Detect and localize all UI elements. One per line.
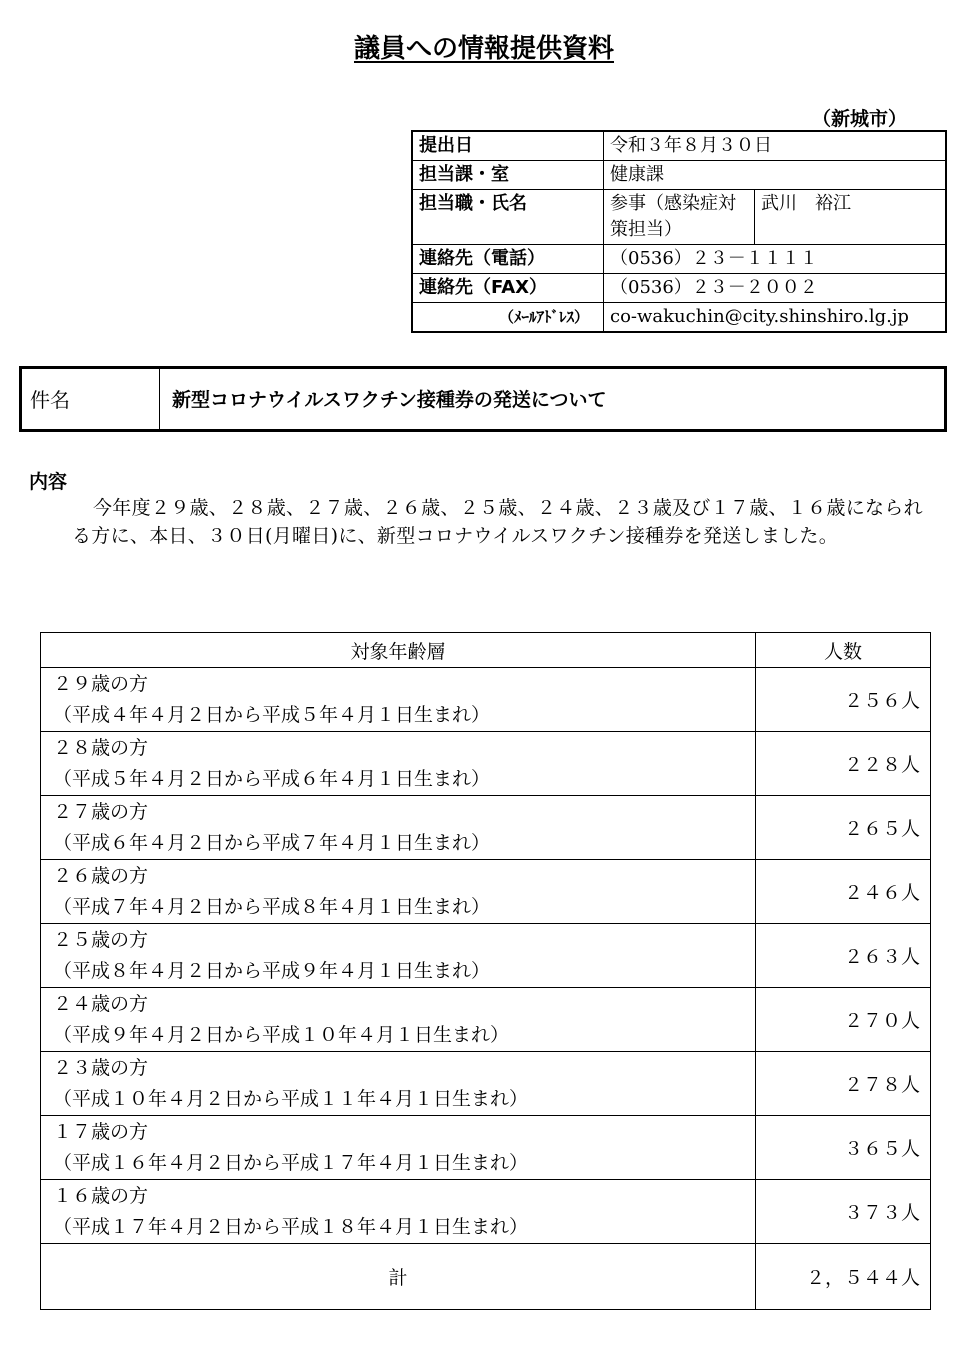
age-group-cell	[41, 732, 756, 796]
age-label: ２９歳の方	[53, 672, 149, 695]
document-title: 議員への情報提供資料	[353, 34, 614, 64]
fax-label: 連絡先（FAX）	[412, 274, 604, 303]
date-value: 令和３年８月３０日	[604, 131, 947, 161]
age-label: ２５歳の方	[53, 928, 149, 951]
total-label: 計	[41, 1244, 756, 1310]
mail-label: （ﾒｰﾙｱﾄﾞﾚｽ）	[412, 303, 604, 333]
info-row-tel	[412, 245, 946, 274]
age-group-cell	[41, 1180, 756, 1244]
age-group-cell	[41, 1116, 756, 1180]
header-count: 人数	[756, 633, 931, 668]
info-row-mail	[412, 303, 946, 333]
count-cell: ２７８人	[756, 1052, 931, 1116]
city-name: （新城市）	[812, 108, 908, 130]
table-row	[41, 668, 931, 732]
count-cell: ２５６人	[756, 668, 931, 732]
age-label: ２７歳の方	[53, 800, 149, 823]
total-value: ２，５４４人	[756, 1244, 931, 1310]
content-body: 今年度２９歳、２８歳、２７歳、２６歳、２５歳、２４歳、２３歳及び１７歳、１６歳になられる方に、本日、３０日(月曜日)に、新型コロナウイルスワクチン接種券を発送しました。	[72, 497, 923, 547]
birth-range: （平成１６年４月２日から平成１７年４月１日生まれ）	[53, 1151, 529, 1174]
info-row-date	[412, 131, 946, 161]
birth-range: （平成１７年４月２日から平成１８年４月１日生まれ）	[53, 1215, 529, 1238]
age-label: ２３歳の方	[53, 1056, 149, 1079]
dept-label: 担当課・室	[412, 161, 604, 190]
birth-range: （平成７年４月２日から平成８年４月１日生まれ）	[53, 895, 491, 918]
table-row	[41, 1116, 931, 1180]
info-row-dept	[412, 161, 946, 190]
age-group-cell	[41, 796, 756, 860]
dept-value: 健康課	[604, 161, 947, 190]
count-cell: ３６５人	[756, 1116, 931, 1180]
header-age-group: 対象年齢層	[41, 633, 756, 668]
mail-value[interactable]: co-wakuchin@city.shinshiro.lg.jp	[604, 303, 947, 333]
staff-title: 参事（感染症対策担当）	[604, 190, 755, 245]
table-row	[41, 1052, 931, 1116]
table-row	[41, 1180, 931, 1244]
age-label: ２４歳の方	[53, 992, 149, 1015]
age-label: ２６歳の方	[53, 864, 149, 887]
table-row	[41, 924, 931, 988]
count-cell: ２７０人	[756, 988, 931, 1052]
staff-name: 武川 裕江	[755, 190, 947, 245]
birth-range: （平成４年４月２日から平成５年４月１日生まれ）	[53, 703, 491, 726]
birth-range: （平成８年４月２日から平成９年４月１日生まれ）	[53, 959, 491, 982]
age-group-cell	[41, 1052, 756, 1116]
birth-range: （平成９年４月２日から平成１０年４月１日生まれ）	[53, 1023, 510, 1046]
age-group-cell	[41, 988, 756, 1052]
tel-label: 連絡先（電話）	[412, 245, 604, 274]
count-cell: ２２８人	[756, 732, 931, 796]
table-row	[41, 732, 931, 796]
info-row-staff	[412, 190, 946, 245]
fax-value: （0536）２３－２００２	[604, 274, 947, 303]
tel-value: （0536）２３－１１１１	[604, 245, 947, 274]
age-group-cell	[41, 860, 756, 924]
staff-label: 担当職・氏名	[412, 190, 604, 245]
age-group-cell	[41, 668, 756, 732]
birth-range: （平成１０年４月２日から平成１１年４月１日生まれ）	[53, 1087, 529, 1110]
count-cell: ３７３人	[756, 1180, 931, 1244]
table-row	[41, 796, 931, 860]
age-label: １６歳の方	[53, 1184, 149, 1207]
subject-label: 件名	[22, 369, 160, 429]
count-cell: ２６３人	[756, 924, 931, 988]
count-cell: ２６５人	[756, 796, 931, 860]
table-row	[41, 860, 931, 924]
count-cell: ２４６人	[756, 860, 931, 924]
date-label: 提出日	[412, 131, 604, 161]
age-label: １７歳の方	[53, 1120, 149, 1143]
age-label: ２８歳の方	[53, 736, 149, 759]
table-header-row	[41, 633, 931, 668]
table-row	[41, 988, 931, 1052]
age-group-cell	[41, 924, 756, 988]
subject-box	[19, 366, 947, 432]
total-row	[41, 1244, 931, 1310]
subject-value: 新型コロナウイルスワクチン接種券の発送について	[172, 389, 607, 411]
content-heading: 内容	[29, 471, 68, 493]
birth-range: （平成５年４月２日から平成６年４月１日生まれ）	[53, 767, 491, 790]
info-row-fax	[412, 274, 946, 303]
info-table	[411, 130, 947, 333]
birth-range: （平成６年４月２日から平成７年４月１日生まれ）	[53, 831, 491, 854]
age-group-table	[40, 632, 931, 1310]
